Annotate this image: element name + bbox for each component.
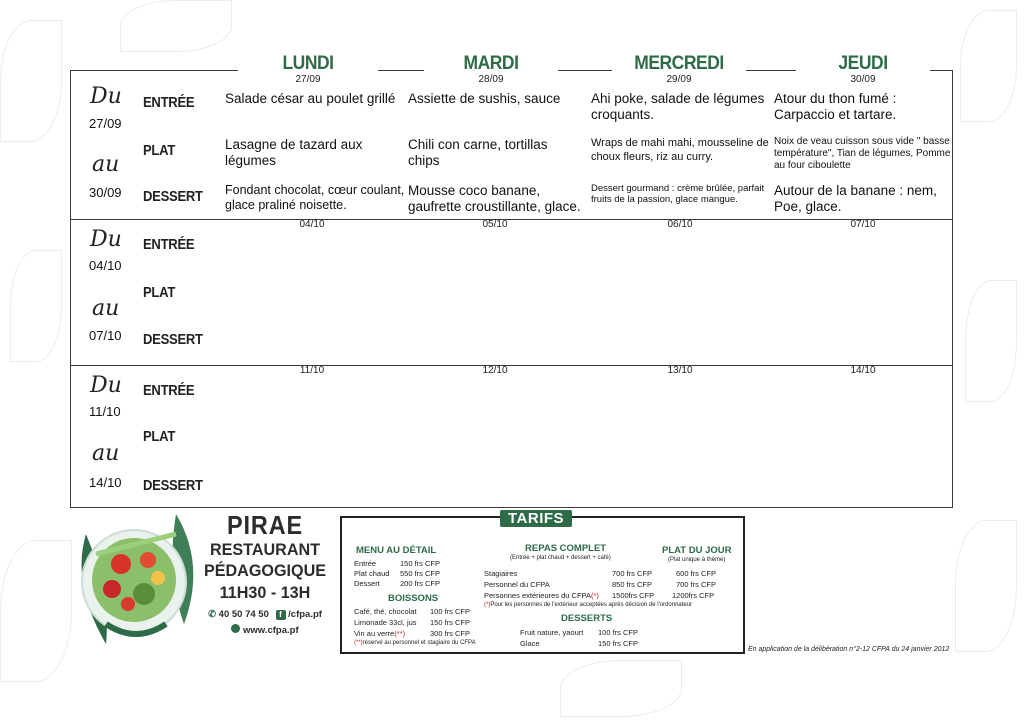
menu-cell: Wraps de mahi mahi, mousseline de choux fleurs, riz au curry. xyxy=(591,137,769,163)
opening-hours: 11H30 - 13H xyxy=(219,583,311,602)
menu-cell: Atour du thon fumé : Carpaccio et tartare. xyxy=(774,91,897,122)
week-au-label: au xyxy=(92,296,120,321)
price-value: 200 frs CFP xyxy=(400,579,441,588)
item-label: Personnel du CFPA xyxy=(484,580,550,589)
category-plat: PLAT xyxy=(143,143,176,159)
category-dessert: DESSERT xyxy=(143,478,203,494)
price-value: 850 frs CFP xyxy=(612,580,653,589)
price-value: 700 frs CFP xyxy=(676,580,717,589)
section-subtitle: (Entrée + plat chaud + dessert + café) xyxy=(510,555,611,561)
facebook-handle[interactable]: /cfpa.pf xyxy=(288,609,322,620)
day-date: 12/10 xyxy=(482,365,508,376)
price-value: 150 frs CFP xyxy=(400,559,441,568)
footnote-text: réservé au personnel et stagiaire du CFPA xyxy=(362,640,476,646)
week-au-label: au xyxy=(92,152,120,177)
week-du-label: Du xyxy=(90,84,122,109)
week-au-label: au xyxy=(92,441,120,466)
restaurant-brand xyxy=(190,510,340,639)
day-header-mercredi xyxy=(612,54,746,86)
day-date: 29/09 xyxy=(666,74,692,85)
day-name: JEUDI xyxy=(838,53,888,74)
menu-cell: Salade césar au poulet grillé xyxy=(225,91,396,106)
menu-cell: Mousse coco banane, gaufrette croustillante, glace. xyxy=(408,183,581,214)
note-marker: (**) xyxy=(354,640,363,646)
brand-subtitle: PÉDAGOGIQUE xyxy=(203,561,327,580)
menu-cell: Chili con carne, tortillas chips xyxy=(408,137,548,168)
week-du-label: Du xyxy=(90,227,122,252)
item-label: Personnes extérieures du CFPA xyxy=(484,591,591,600)
category-dessert: DESSERT xyxy=(143,189,203,205)
menu-cell: Dessert gourmand : crème brûlée, parfait fruits de la passion, glace mangue. xyxy=(591,183,765,205)
price-value: 600 frs CFP xyxy=(676,569,717,578)
price-value: 100 frs CFP xyxy=(598,628,639,637)
globe-icon xyxy=(231,624,240,633)
category-entree: ENTRÉE xyxy=(143,237,195,253)
day-header-jeudi xyxy=(796,54,930,86)
section-repas-complet: REPAS COMPLET xyxy=(525,543,607,554)
tarifs-box xyxy=(340,510,745,654)
brand-name: PIRAE xyxy=(226,510,304,540)
website-row xyxy=(190,623,340,639)
price-row xyxy=(354,559,376,568)
week-end-date: 30/09 xyxy=(89,185,122,200)
menu-cell: Assiette de sushis, sauce xyxy=(408,91,561,106)
website-link[interactable]: www.cfpa.pf xyxy=(243,625,299,636)
item-label: Fruit nature, yaourt xyxy=(520,628,584,637)
contact-row xyxy=(190,607,340,623)
salad-bowl-logo xyxy=(66,494,204,654)
phone-number: 40 50 74 50 xyxy=(218,609,269,620)
item-label xyxy=(484,591,599,600)
week-start-date: 27/09 xyxy=(89,116,122,131)
item-label: Glace xyxy=(520,639,540,648)
section-subtitle: (Plat unique à thème) xyxy=(668,557,726,563)
day-date: 27/09 xyxy=(295,74,321,85)
note-marker: (**) xyxy=(394,629,406,638)
day-date: 11/10 xyxy=(299,365,325,376)
price-value: 1200frs CFP xyxy=(672,591,715,600)
menu-cell: Autour de la banane : nem, Poe, glace. xyxy=(774,183,937,214)
section-boissons: BOISSONS xyxy=(388,593,439,604)
day-header-lundi xyxy=(238,54,378,86)
day-name: MARDI xyxy=(463,53,519,74)
item-label: Entrée xyxy=(354,559,377,568)
category-plat: PLAT xyxy=(143,429,176,445)
legal-footnote: En application de la délibération n°2-12 CFPA du 24 janvier 2012 xyxy=(748,646,950,653)
week-du-label: Du xyxy=(90,373,122,398)
item-label: Plat chaud xyxy=(354,569,390,578)
price-value: 700 frs CFP xyxy=(612,569,653,578)
menu-cell: Lasagne de tazard aux légumes xyxy=(225,137,363,168)
day-date: 05/10 xyxy=(482,219,508,230)
day-date: 30/09 xyxy=(850,74,876,85)
menu-cell: Ahi poke, salade de légumes croquants. xyxy=(591,91,765,122)
footnote xyxy=(354,640,476,646)
price-value: 150 frs CFP xyxy=(598,639,639,648)
section-menu-detail: MENU AU DÉTAIL xyxy=(356,545,437,556)
day-date: 13/10 xyxy=(667,365,693,376)
section-desserts: DESSERTS xyxy=(561,613,613,624)
day-name: LUNDI xyxy=(282,53,334,74)
day-date: 06/10 xyxy=(667,219,693,230)
price-value: 1500frs CFP xyxy=(612,591,655,600)
week-end-date: 14/10 xyxy=(89,475,122,490)
week-start-date: 04/10 xyxy=(89,258,122,273)
day-name: MERCREDI xyxy=(634,53,724,74)
category-dessert: DESSERT xyxy=(143,332,203,348)
brand-subtitle: RESTAURANT xyxy=(209,540,321,559)
week-end-date: 07/10 xyxy=(89,328,122,343)
item-label: Vin au verre xyxy=(354,629,395,638)
day-date: 14/10 xyxy=(850,365,876,376)
day-header-mardi xyxy=(424,54,558,86)
footnote xyxy=(484,602,692,608)
note-marker: (*) xyxy=(591,591,599,600)
category-entree: ENTRÉE xyxy=(143,95,195,111)
footnote-text: Pour les personnes de l'extérieur acceptées après décision de l'ordonnateur xyxy=(490,602,693,608)
price-value: 150 frs CFP xyxy=(430,618,471,627)
day-date: 07/10 xyxy=(850,219,876,230)
item-label: Limonade 33cl, jus xyxy=(354,618,417,627)
category-entree: ENTRÉE xyxy=(143,383,195,399)
menu-cell: Noix de veau cuisson sous vide " basse température", Tian de légumes, Pomme au four ciboulette xyxy=(774,136,951,171)
price-value: 100 frs CFP xyxy=(430,607,471,616)
phone-icon: ✆ xyxy=(208,609,217,620)
day-date: 28/09 xyxy=(478,74,504,85)
facebook-icon: f xyxy=(276,610,286,620)
note-marker: (*) xyxy=(484,602,491,608)
category-plat: PLAT xyxy=(143,285,176,301)
menu-cell: Fondant chocolat, cœur coulant, glace praliné noisette. xyxy=(225,183,405,212)
week-start-date: 11/10 xyxy=(89,404,121,419)
item-label xyxy=(354,629,405,638)
item-label: Café, thé, chocolat xyxy=(354,607,417,616)
day-date: 04/10 xyxy=(299,219,325,230)
price-value: 300 frs CFP xyxy=(430,629,471,638)
price-value: 550 frs CFP xyxy=(400,569,441,578)
item-label: Stagiaires xyxy=(484,569,518,578)
item-label: Dessert xyxy=(354,579,380,588)
tarifs-title: TARIFS xyxy=(500,510,572,527)
section-plat-du-jour: PLAT DU JOUR xyxy=(662,545,732,556)
